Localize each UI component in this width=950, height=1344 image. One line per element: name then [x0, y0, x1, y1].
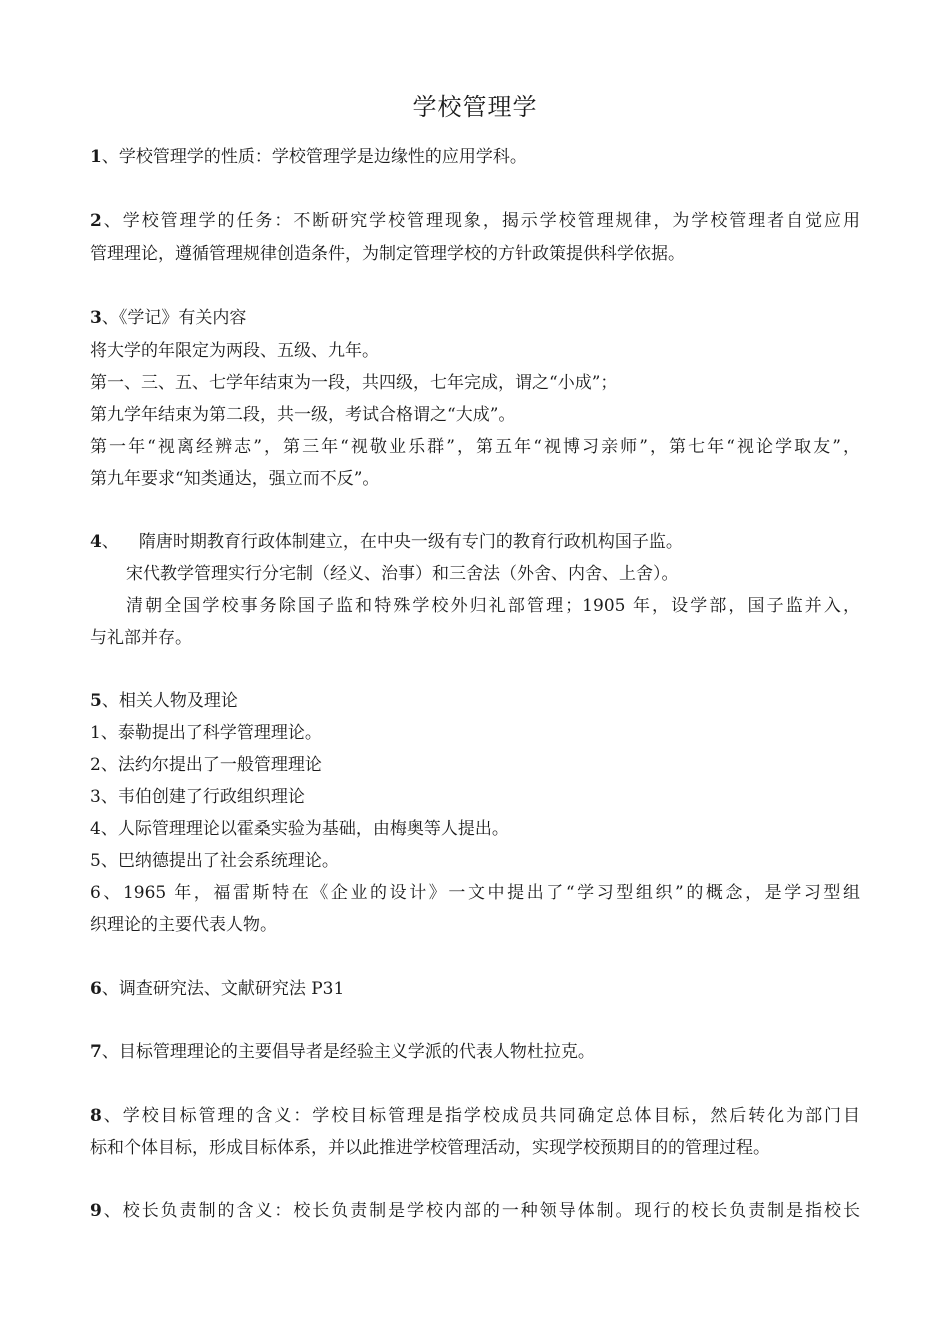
section-8-line-2: 标和个体目标，形成目标体系，并以此推进学校管理活动，实现学校预期目的的管理过程。	[90, 1138, 770, 1158]
section-4-line-4: 与礼部并存。	[90, 628, 192, 648]
section-1	[90, 145, 860, 169]
section-2-line-2: 管理理论，遵循管理规律创造条件，为制定管理学校的方针政策提供科学依据。	[90, 244, 685, 264]
list-item: 3、韦伯创建了行政组织理论	[90, 787, 305, 807]
section-text: 、相关人物及理论	[101, 691, 238, 711]
list-item: 2、法约尔提出了一般管理理论	[90, 755, 322, 775]
list-item: 4、人际管理理论以霍桑实验为基础，由梅奥等人提出。	[90, 819, 509, 839]
section-3-heading	[90, 306, 860, 330]
section-text: 、《学记》有关内容	[101, 308, 247, 328]
page-title: 学校管理学	[412, 93, 538, 121]
section-3-line: 第一、三、五、七学年结束为一段，共四级，七年完成，谓之“小成”；	[90, 373, 618, 393]
section-9-line-1	[90, 1199, 860, 1223]
section-2-line-1	[90, 209, 860, 233]
section-8-line-1	[90, 1104, 860, 1128]
section-number: 3	[90, 308, 102, 328]
section-4-line-2: 宋代教学管理实行分宅制（经义、治事）和三舍法（外舍、内舍、上舍）。	[126, 564, 679, 584]
section-number: 8	[90, 1106, 102, 1126]
section-text: 、学校管理学的性质：学校管理学是边缘性的应用学科。	[101, 147, 527, 167]
section-text: 、学校管理学的任务：不断研究学校管理现象，揭示学校管理规律，为学校管理者自觉应用	[101, 211, 860, 231]
section-number: 1	[90, 147, 102, 167]
list-item: 5、巴纳德提出了社会系统理论。	[90, 851, 339, 871]
list-item: 织理论的主要代表人物。	[90, 915, 277, 935]
section-4-line-1	[90, 530, 860, 554]
section-3-line: 第九年要求“知类通达，强立而不反”。	[90, 469, 380, 489]
section-number: 7	[90, 1042, 102, 1062]
section-number: 6	[90, 979, 102, 999]
list-item: 1、泰勒提出了科学管理理论。	[90, 723, 322, 743]
section-text: 、	[101, 532, 119, 552]
list-item: 6、1965 年，福雷斯特在《企业的设计》一文中提出了“学习型组织”的概念，是学习型组	[90, 883, 860, 903]
section-number: 4	[90, 532, 102, 552]
section-5-heading	[90, 689, 860, 713]
section-text: 、目标管理理论的主要倡导者是经验主义学派的代表人物杜拉克。	[101, 1042, 595, 1062]
section-6	[90, 977, 860, 1001]
section-4-line-3: 清朝全国学校事务除国子监和特殊学校外归礼部管理；1905 年，设学部，国子监并入，	[126, 596, 860, 616]
section-3-line: 第九学年结束为第二段，共一级，考试合格谓之“大成”。	[90, 405, 516, 425]
section-text: 、校长负责制的含义：校长负责制是学校内部的一种领导体制。现行的校长负责制是指校长	[101, 1201, 860, 1221]
section-text: 隋唐时期教育行政体制建立，在中央一级有专门的教育行政机构国子监。	[138, 532, 683, 552]
section-3-line: 第一年“视离经辨志”，第三年“视敬业乐群”，第五年“视博习亲师”，第七年“视论学取友”，	[90, 437, 860, 457]
section-3-line: 将大学的年限定为两段、五级、九年。	[90, 341, 379, 361]
section-number: 2	[90, 211, 102, 231]
section-number: 5	[90, 691, 102, 711]
section-number: 9	[90, 1201, 102, 1221]
section-text: 、学校目标管理的含义：学校目标管理是指学校成员共同确定总体目标，然后转化为部门目	[101, 1106, 860, 1126]
section-7	[90, 1040, 860, 1064]
section-text: 、调查研究法、文献研究法 P31	[101, 979, 345, 999]
